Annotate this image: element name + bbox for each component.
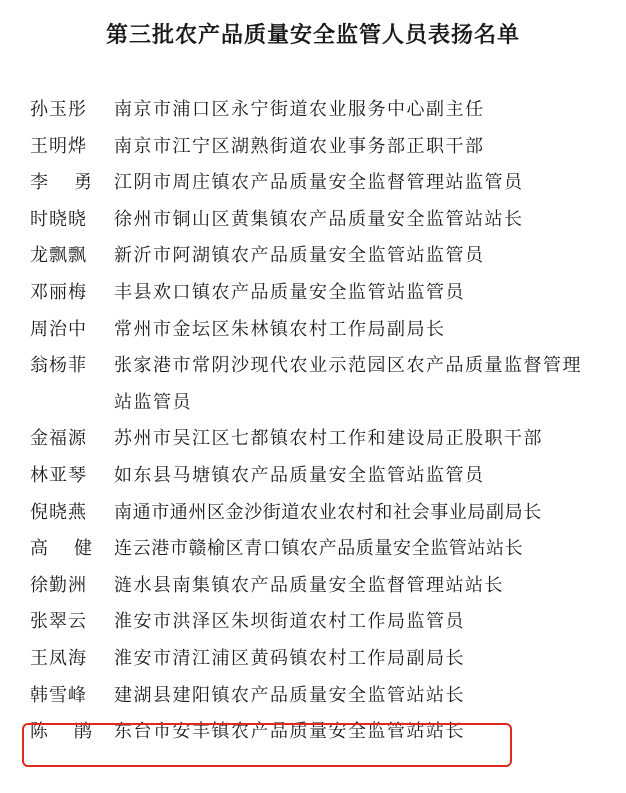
document-title: 第三批农产品质量安全监管人员表扬名单: [105, 22, 520, 48]
person-position: 苏州市吴江区七都镇农村工作和建设局正股职干部: [114, 428, 543, 450]
list-item: [30, 458, 620, 495]
person-position: 徐州市铜山区黄集镇农产品质量安全监管站站长: [114, 208, 524, 230]
person-position: 连云港市赣榆区青口镇农产品质量安全监管站站长: [114, 538, 524, 560]
person-position: 新沂市阿湖镇农产品质量安全监管站监管员: [114, 245, 485, 267]
list-item: [30, 92, 620, 129]
list-item: [30, 678, 620, 715]
person-position: 南通市通州区金沙街道农业农村和社会事业局副局长: [114, 501, 542, 523]
person-name: 周治中: [30, 318, 87, 340]
person-name: 王凤海: [30, 647, 87, 669]
list-item: [30, 568, 620, 605]
person-name: 王明烨: [30, 135, 87, 157]
person-name-part: 陈: [30, 721, 48, 743]
person-position: 南京市浦口区永宁街道农业服务中心副主任: [114, 99, 485, 120]
person-name-part: 李: [30, 172, 48, 194]
list-item: [30, 275, 620, 312]
person-name: 韩雪峰: [30, 684, 87, 706]
person-name-part: 勇: [74, 172, 92, 194]
list-item: [30, 531, 620, 568]
person-name: [30, 531, 92, 568]
person-name: 翁杨菲: [30, 355, 87, 377]
honor-list: [30, 92, 620, 751]
person-position: 如东县马塘镇农产品质量安全监管站监管员: [114, 464, 485, 486]
list-item: [30, 348, 620, 421]
highlight-box: [22, 723, 512, 767]
person-name: 林亚琴: [30, 464, 87, 486]
list-item: [30, 421, 620, 458]
person-name-part: 高: [30, 538, 48, 560]
person-name: 金福源: [30, 428, 87, 450]
list-item: [30, 495, 620, 532]
list-item: [30, 641, 620, 678]
person-position: 涟水县南集镇农产品质量安全监督管理站站长: [114, 574, 504, 596]
list-item: [30, 238, 620, 275]
person-position: 江阴市周庄镇农产品质量安全监督管理站监管员: [114, 172, 524, 194]
person-name: 邓丽梅: [30, 281, 87, 303]
person-position: 淮安市洪泽区朱坝街道农村工作局监管员: [114, 611, 465, 633]
person-name: 龙飘飘: [30, 245, 87, 267]
person-position: 南京市江宁区湖熟街道农业事务部正职干部: [114, 135, 485, 157]
list-item: [30, 312, 620, 349]
person-name: 倪晓燕: [30, 501, 87, 523]
list-item: [30, 165, 620, 202]
person-position: 淮安市清江浦区黄码镇农村工作局副局长: [114, 647, 465, 669]
person-position: 建湖县建阳镇农产品质量安全监管站站长: [114, 684, 465, 706]
list-item: [30, 604, 620, 641]
list-item: [30, 202, 620, 239]
person-position: 常州市金坛区朱林镇农村工作局副局长: [114, 318, 446, 340]
person-name-part: 鹃: [74, 721, 92, 743]
person-name: 时晓晓: [30, 208, 87, 230]
list-item: [30, 129, 620, 166]
person-name: 孙玉彤: [30, 99, 87, 120]
person-position: 东台市安丰镇农产品质量安全监管站站长: [114, 721, 465, 743]
person-name: 张翠云: [30, 611, 87, 633]
person-name: 徐勤洲: [30, 574, 87, 596]
person-position: 丰县欢口镇农产品质量安全监管站监管员: [114, 281, 465, 303]
person-position: 张家港市常阴沙现代农业示范园区农产品质量监督管理站监管员: [114, 355, 582, 413]
person-name-part: 健: [74, 538, 92, 560]
person-name: [30, 165, 92, 202]
